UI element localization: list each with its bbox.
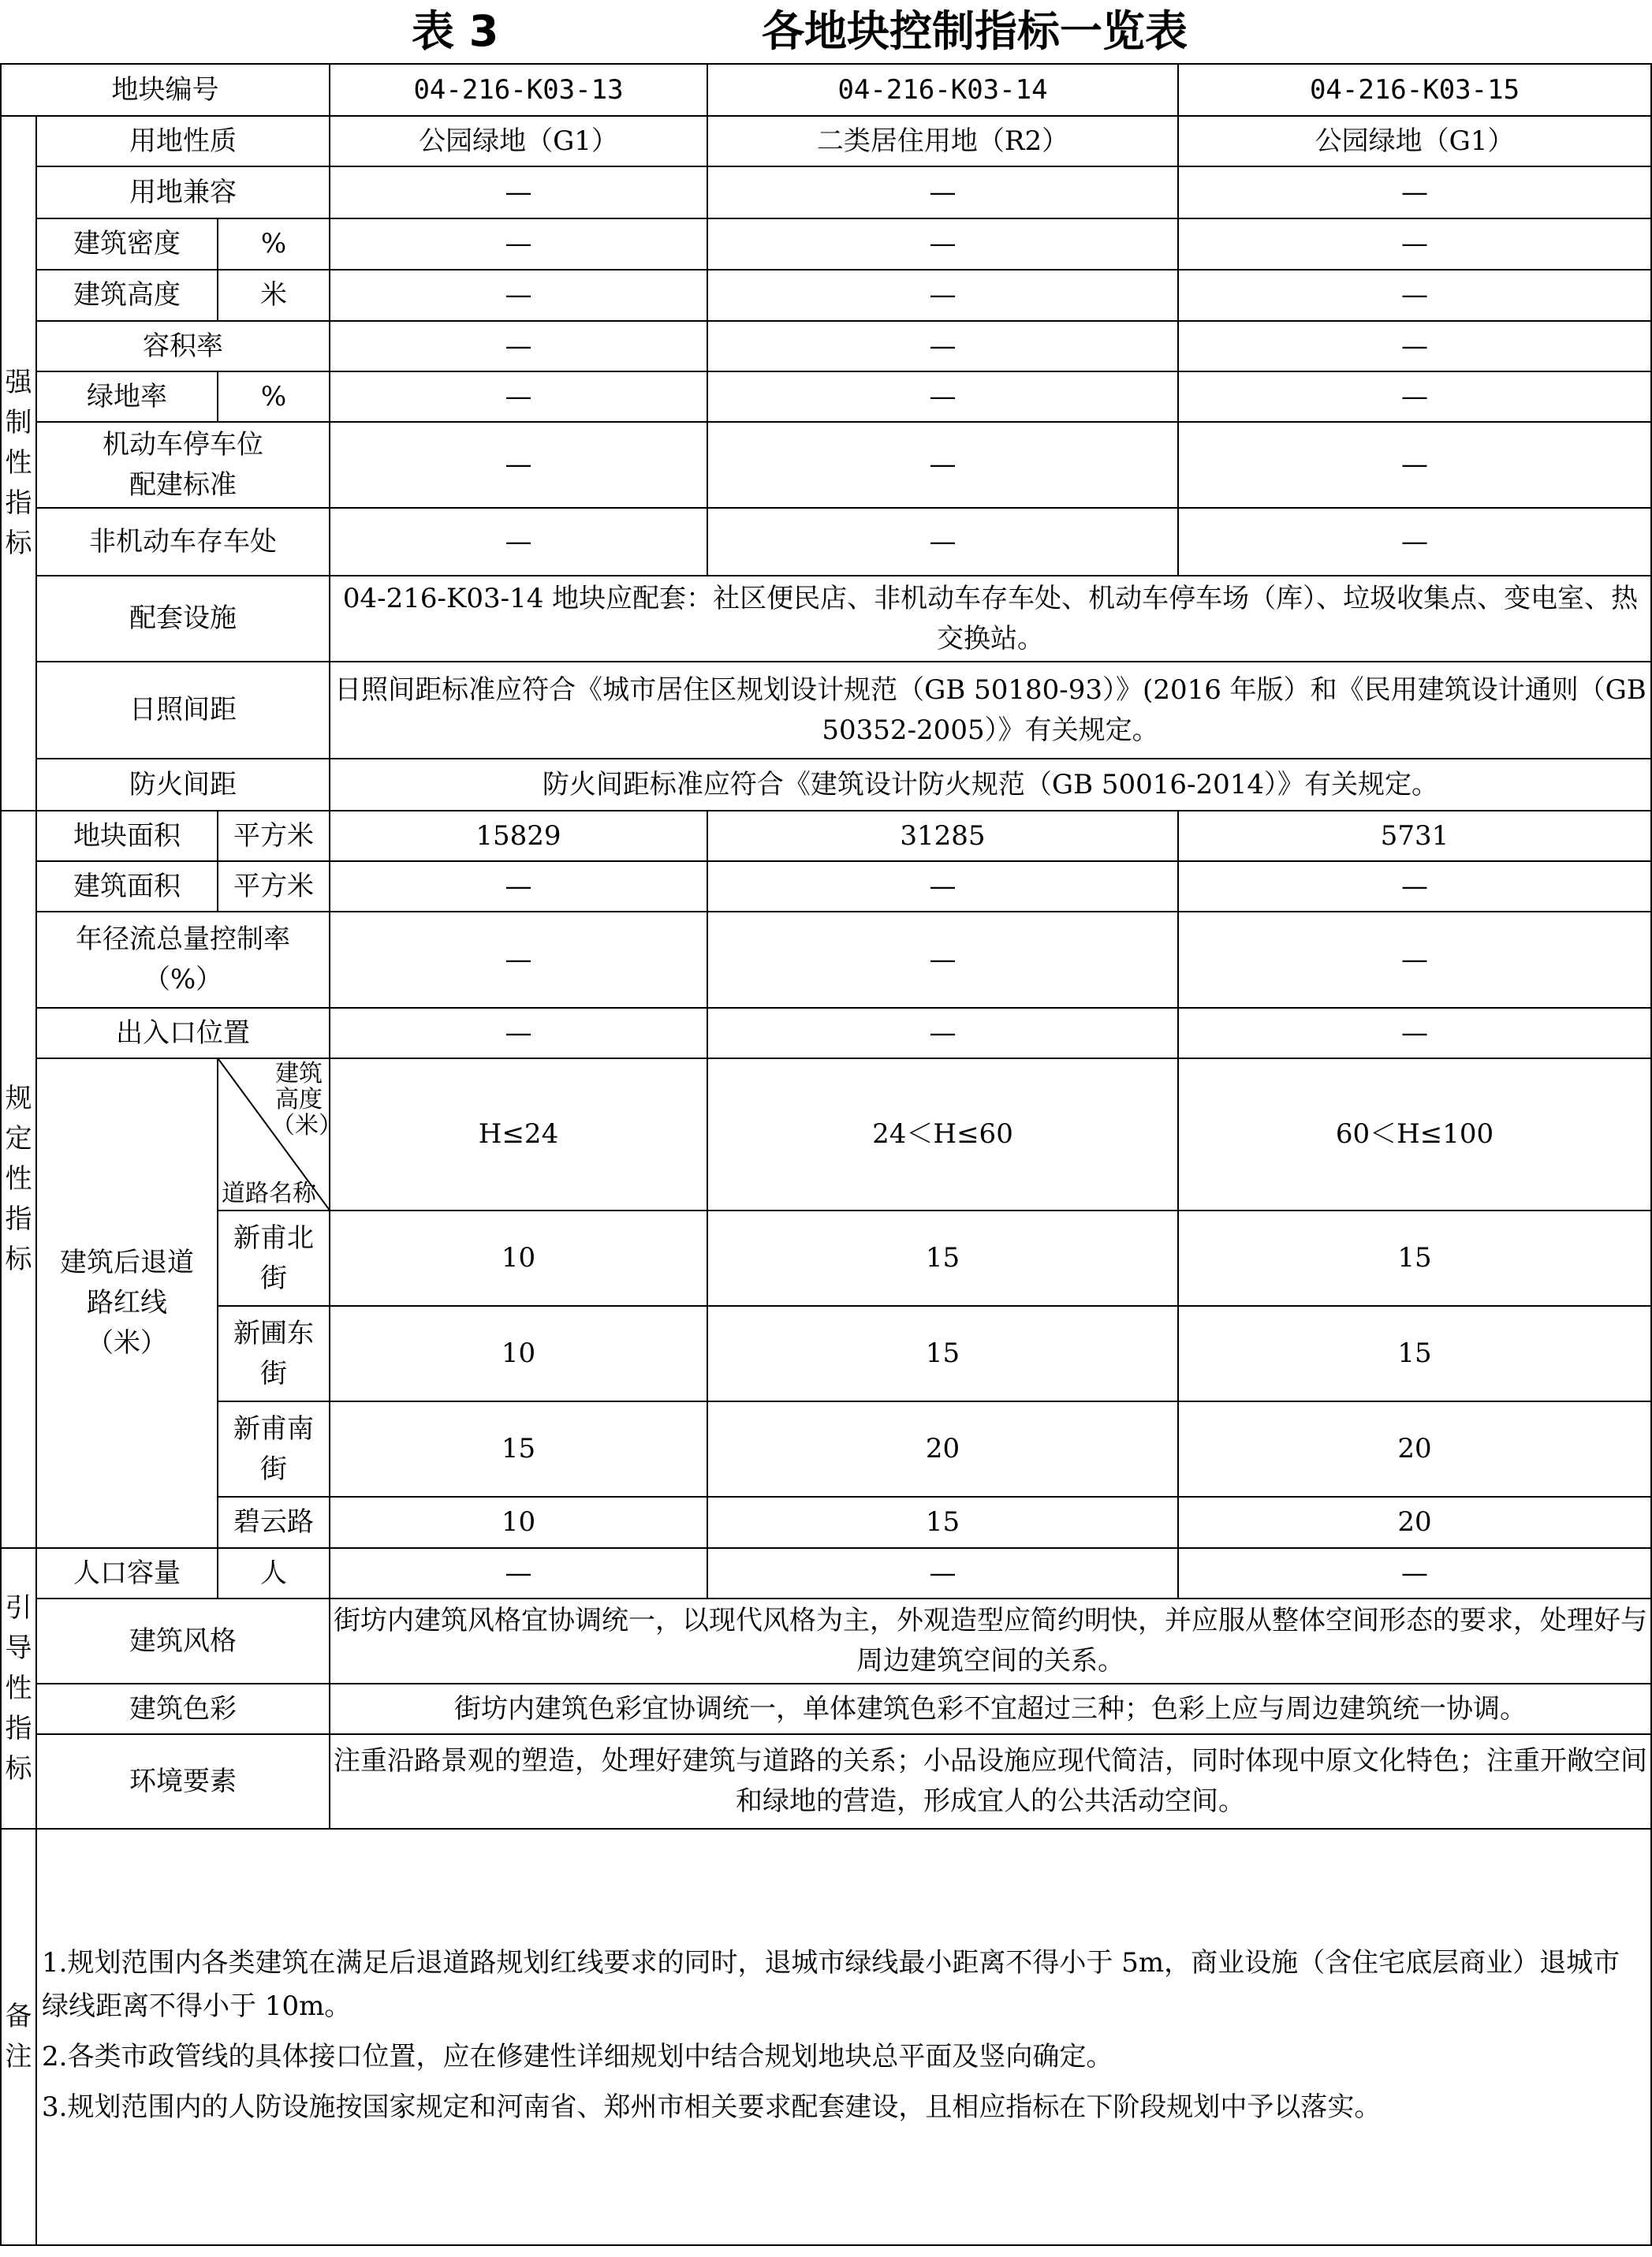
unit-plot-area: 平方米 bbox=[218, 811, 330, 861]
control-indicator-table bbox=[0, 63, 1652, 2246]
cell-value: — bbox=[707, 1008, 1178, 1058]
cell-value: — bbox=[707, 166, 1178, 218]
label-runoff bbox=[36, 912, 330, 1008]
label-green: 绿地率 bbox=[36, 371, 218, 422]
document-title bbox=[0, 0, 1650, 63]
cell-value: — bbox=[707, 912, 1178, 1008]
group-mandatory bbox=[1, 116, 36, 811]
cell-value: — bbox=[1178, 861, 1651, 912]
cell-value: — bbox=[330, 270, 707, 321]
cell-value: 公园绿地（G1） bbox=[330, 116, 707, 166]
row-road-xinfu-south bbox=[1, 1401, 1651, 1497]
row-road-xinfu-north bbox=[1, 1211, 1651, 1306]
row-parking bbox=[1, 422, 1651, 508]
cell-value: 15 bbox=[707, 1211, 1178, 1306]
diagonal-top-line-2: 高度 bbox=[275, 1086, 323, 1114]
cell-value: 20 bbox=[1178, 1497, 1651, 1548]
cell-value: 15 bbox=[1178, 1211, 1651, 1306]
cell-value: 10 bbox=[330, 1497, 707, 1548]
cell-value: 15829 bbox=[330, 811, 707, 861]
cell-value: — bbox=[707, 422, 1178, 508]
text-sunlight: 日照间距标准应符合《城市居住区规划设计规范（GB 50180-93）》(2016 年版）和《民用建筑设计通则（GB 50352-2005）》有关规定。 bbox=[330, 662, 1651, 759]
label-facilities: 配套设施 bbox=[36, 576, 330, 662]
cell-value: 20 bbox=[1178, 1401, 1651, 1497]
road-name bbox=[218, 1401, 330, 1497]
row-environment bbox=[1, 1734, 1651, 1829]
cell-value: — bbox=[707, 1548, 1178, 1599]
group-guiding bbox=[1, 1548, 36, 1829]
note-item: 2.各类市政管线的具体接口位置，应在修建性详细规划中结合规划地块总平面及竖向确定。 bbox=[42, 2041, 1113, 2072]
row-density bbox=[1, 218, 1651, 270]
label-plot-area: 地块面积 bbox=[36, 811, 218, 861]
cell-value: — bbox=[1178, 218, 1651, 270]
label-environment: 环境要素 bbox=[36, 1734, 330, 1829]
text-environment: 注重沿路景观的塑造，处理好建筑与道路的关系；小品设施应现代简洁，同时体现中原文化特色；注重开敞空间和绿地的营造，形成宜人的公共活动空间。 bbox=[330, 1734, 1651, 1829]
table-number: 表 3 bbox=[412, 6, 499, 56]
unit-density: % bbox=[218, 218, 330, 270]
cell-value: — bbox=[1178, 1008, 1651, 1058]
plot-id-2: 04-216-K03-14 bbox=[707, 64, 1178, 116]
cell-value: — bbox=[1178, 166, 1651, 218]
label-far: 容积率 bbox=[36, 321, 330, 371]
label-land-use: 用地性质 bbox=[36, 116, 330, 166]
road-name bbox=[218, 1211, 330, 1306]
road-name bbox=[218, 1497, 330, 1548]
row-land-compat bbox=[1, 166, 1651, 218]
text-color: 街坊内建筑色彩宜协调统一，单体建筑色彩不宜超过三种；色彩上应与周边建筑统一协调。 bbox=[330, 1684, 1651, 1734]
unit-green: % bbox=[218, 371, 330, 422]
label-density: 建筑密度 bbox=[36, 218, 218, 270]
road-name-line-1: 新圃东 bbox=[233, 1317, 314, 1349]
label-entrance: 出入口位置 bbox=[36, 1008, 330, 1058]
cell-value: — bbox=[330, 861, 707, 912]
label-height: 建筑高度 bbox=[36, 270, 218, 321]
diagonal-top-line-3: （米） bbox=[271, 1112, 342, 1140]
cell-value: 20 bbox=[707, 1401, 1178, 1497]
unit-height: 米 bbox=[218, 270, 330, 321]
road-name-line-2: 街 bbox=[260, 1357, 287, 1390]
cell-value: — bbox=[707, 218, 1178, 270]
label-setback-line-2: 路红线 bbox=[87, 1287, 167, 1319]
row-style bbox=[1, 1599, 1651, 1684]
cell-value: — bbox=[707, 270, 1178, 321]
label-setback-line-1: 建筑后退道 bbox=[60, 1247, 194, 1278]
label-style: 建筑风格 bbox=[36, 1599, 330, 1684]
header-row bbox=[1, 64, 1651, 116]
cell-value: 公园绿地（G1） bbox=[1178, 116, 1651, 166]
cell-value: — bbox=[330, 508, 707, 576]
label-population: 人口容量 bbox=[36, 1548, 218, 1599]
row-bike bbox=[1, 508, 1651, 576]
row-setback-header bbox=[1, 1058, 1651, 1211]
cell-value: 15 bbox=[1178, 1306, 1651, 1401]
cell-value: — bbox=[330, 422, 707, 508]
cell-value: — bbox=[330, 321, 707, 371]
label-color: 建筑色彩 bbox=[36, 1684, 330, 1734]
note-item: 3.规划范围内的人防设施按国家规定和河南省、郑州市相关要求配套建设，且相应指标在下阶段规划中予以落实。 bbox=[42, 2091, 1382, 2124]
label-parking-line-2: 配建标准 bbox=[129, 468, 237, 501]
diagonal-bottom-label: 道路名称 bbox=[222, 1180, 316, 1207]
note-item: 1.规划范围内各类建筑在满足后退道路规划红线要求的同时，退城市绿线最小距离不得小于 5m，商业设施（含住宅底层商业）退城市绿线距离不得小于 10m。 bbox=[42, 1947, 1620, 2022]
row-runoff bbox=[1, 912, 1651, 1008]
label-bike: 非机动车存车处 bbox=[36, 508, 330, 576]
row-road-biyun bbox=[1, 1497, 1651, 1548]
label-fire: 防火间距 bbox=[36, 759, 330, 811]
road-name-line-1: 新甫北 bbox=[233, 1222, 314, 1254]
height-band-2: 24＜H≤60 bbox=[707, 1058, 1178, 1211]
diagonal-top-line-1: 建筑 bbox=[275, 1060, 323, 1087]
row-entrance bbox=[1, 1008, 1651, 1058]
cell-value: 15 bbox=[707, 1306, 1178, 1401]
cell-value: — bbox=[707, 508, 1178, 576]
text-fire: 防火间距标准应符合《建筑设计防火规范（GB 50016-2014）》有关规定。 bbox=[330, 759, 1651, 811]
cell-value: — bbox=[1178, 422, 1651, 508]
cell-value: — bbox=[330, 1008, 707, 1058]
diagonal-top-label bbox=[271, 1060, 342, 1140]
group-guiding-label: 引 导 性 指 标 bbox=[5, 1591, 32, 1785]
label-sunlight: 日照间距 bbox=[36, 662, 330, 759]
row-plot-area bbox=[1, 811, 1651, 861]
cell-value: 10 bbox=[330, 1211, 707, 1306]
unit-floor-area: 平方米 bbox=[218, 861, 330, 912]
label-floor-area: 建筑面积 bbox=[36, 861, 218, 912]
road-name bbox=[218, 1306, 330, 1401]
cell-value: 二类居住用地（R2） bbox=[707, 116, 1178, 166]
row-fire bbox=[1, 759, 1651, 811]
plot-id-3: 04-216-K03-15 bbox=[1178, 64, 1651, 116]
cell-value: — bbox=[1178, 321, 1651, 371]
label-runoff-line-2: （%） bbox=[143, 964, 223, 995]
cell-value: — bbox=[330, 218, 707, 270]
row-height bbox=[1, 270, 1651, 321]
cell-value: — bbox=[1178, 1548, 1651, 1599]
plot-id-label: 地块编号 bbox=[1, 64, 330, 116]
cell-value: — bbox=[707, 321, 1178, 371]
road-name-line-1: 新甫南 bbox=[233, 1412, 314, 1445]
label-land-compat: 用地兼容 bbox=[36, 166, 330, 218]
road-name-line-1: 碧云路 bbox=[233, 1506, 314, 1538]
notes-content bbox=[36, 1829, 1651, 2245]
row-facilities bbox=[1, 576, 1651, 662]
height-band-1: H≤24 bbox=[330, 1058, 707, 1211]
row-population bbox=[1, 1548, 1651, 1599]
row-road-xinpu-east bbox=[1, 1306, 1651, 1401]
label-setback-line-3: （米） bbox=[87, 1327, 167, 1359]
cell-value: — bbox=[330, 912, 707, 1008]
unit-population: 人 bbox=[218, 1548, 330, 1599]
cell-value: — bbox=[330, 166, 707, 218]
cell-value: 5731 bbox=[1178, 811, 1651, 861]
road-name-line-2: 街 bbox=[260, 1453, 287, 1485]
row-color bbox=[1, 1684, 1651, 1734]
row-floor-area bbox=[1, 861, 1651, 912]
cell-value: — bbox=[330, 1548, 707, 1599]
cell-value: — bbox=[1178, 508, 1651, 576]
text-facilities: 04-216-K03-14 地块应配套：社区便民店、非机动车存车处、机动车停车场（库）、垃圾收集点、变电室、热交换站。 bbox=[330, 576, 1651, 662]
group-notes bbox=[1, 1829, 36, 2245]
row-sunlight bbox=[1, 662, 1651, 759]
cell-value: 15 bbox=[707, 1497, 1178, 1548]
group-notes-label: 备 注 bbox=[5, 2001, 32, 2072]
text-style: 街坊内建筑风格宜协调统一，以现代风格为主，外观造型应简约明快，并应服从整体空间形态的要求，处理好与周边建筑空间的关系。 bbox=[330, 1599, 1651, 1684]
road-name-line-2: 街 bbox=[260, 1262, 287, 1294]
label-runoff-line-1: 年径流总量控制率 bbox=[76, 923, 290, 955]
row-land-use bbox=[1, 116, 1651, 166]
cell-value: — bbox=[330, 371, 707, 422]
group-mandatory-label: 强 制 性 指 标 bbox=[5, 367, 32, 559]
cell-value: 10 bbox=[330, 1306, 707, 1401]
label-parking bbox=[36, 422, 330, 508]
label-parking-line-1: 机动车停车位 bbox=[103, 428, 263, 461]
height-band-3: 60＜H≤100 bbox=[1178, 1058, 1651, 1211]
table-name: 各地块控制指标一览表 bbox=[762, 6, 1188, 56]
cell-value: — bbox=[1178, 270, 1651, 321]
group-prescriptive bbox=[1, 811, 36, 1548]
cell-value: 31285 bbox=[707, 811, 1178, 861]
cell-value: — bbox=[707, 371, 1178, 422]
row-far bbox=[1, 321, 1651, 371]
cell-value: — bbox=[1178, 912, 1651, 1008]
row-green bbox=[1, 371, 1651, 422]
cell-value: — bbox=[1178, 371, 1651, 422]
cell-value: — bbox=[707, 861, 1178, 912]
label-setback bbox=[36, 1058, 218, 1548]
diagonal-header-cell bbox=[218, 1058, 342, 1211]
group-prescriptive-label: 规 定 性 指 标 bbox=[5, 1083, 32, 1275]
row-notes bbox=[1, 1829, 1651, 2245]
cell-value: 15 bbox=[330, 1401, 707, 1497]
plot-id-1: 04-216-K03-13 bbox=[330, 64, 707, 116]
